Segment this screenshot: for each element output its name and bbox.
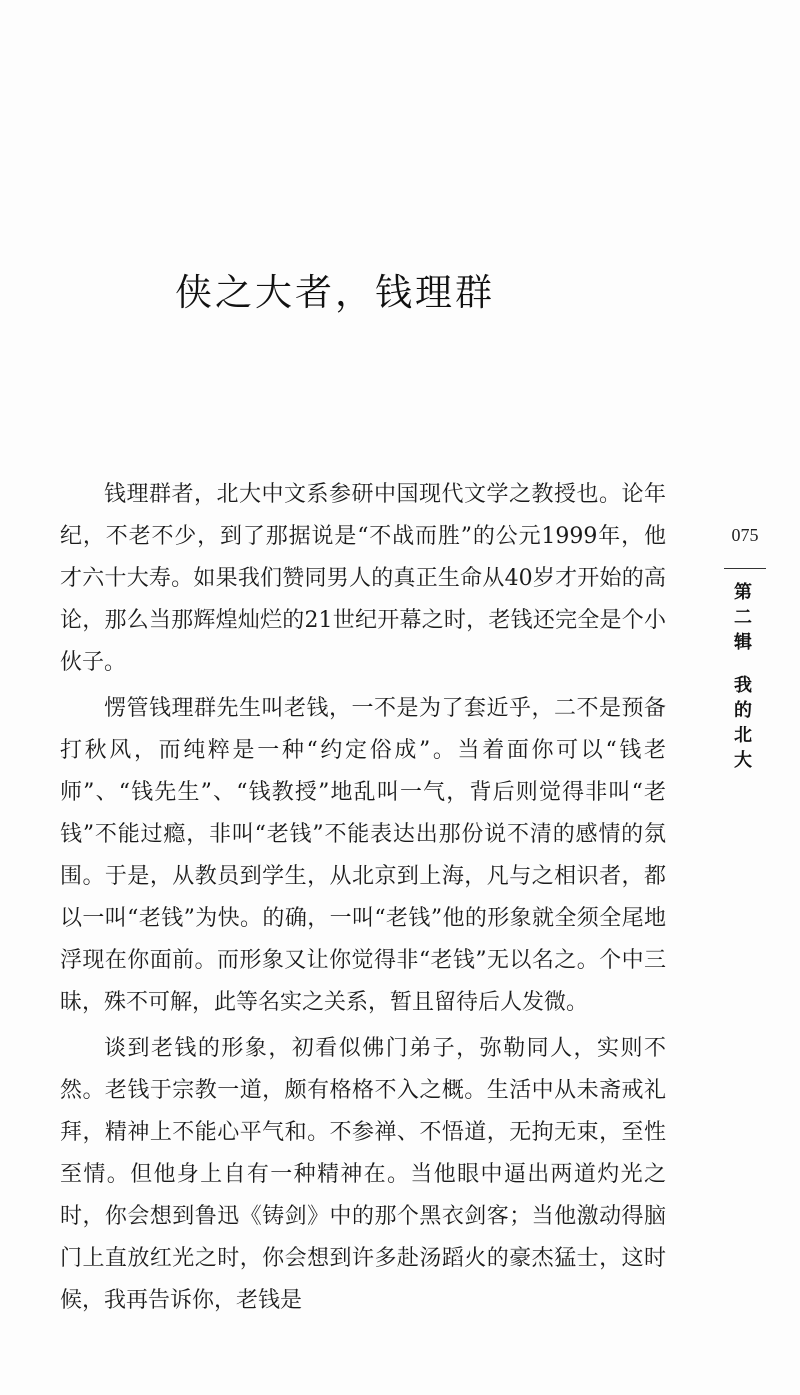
section-char: 的 [734,700,752,721]
section-char: 大 [734,750,752,771]
paragraph: 谈到老钱的形象，初看似佛门弟子，弥勒同人，实则不然。老钱于宗教一道，颇有格格不入之概。生活中从未斋戒礼拜，精神上不能心平气和。不参禅、不悟道，无拘无束，至性至情。但他身上自有一种精神在。当他眼中逼出两道灼光之时，你会想到鲁迅《铸剑》中的那个黑衣剑客；当他激动得脑门上直放红光之时，你会想到许多赴汤蹈火的豪杰猛士，这时候，我再告诉你，老钱是 [60,1036,666,1313]
folio-divider [724,568,766,569]
paragraph: 愣管钱理群先生叫老钱，一不是为了套近乎，二不是预备打秋风，而纯粹是一种“约定俗成”。当着面你可以“钱老师”、“钱先生”、“钱教授”地乱叫一气，背后则觉得非叫“老钱”不能过瘾，非叫“老钱”不能表达出那份说不清的感情的氛围。于是，从教员到学生，从北京到上海，凡与之相识者，都以一叫“老钱”为快。的确，一叫“老钱”他的形象就全须全尾地浮现在你面前。而形象又让你觉得非“老钱”无以名之。个中三昧，殊不可解，此等名实之关系，暂且留待后人发微。 [60,696,666,1015]
section-char: 二 [734,607,752,628]
running-section-label [730,580,756,773]
page-number: 075 [731,525,759,545]
section-char: 北 [734,725,752,746]
section-char: 辑 [734,632,752,653]
section-part [730,580,756,655]
body-text [60,474,666,1326]
section-char: 第 [734,582,752,603]
chapter-title: 侠之大者，钱理群 [175,271,495,314]
paragraph: 钱理群者，北大中文系参研中国现代文学之教授也。论年纪，不老不少，到了那据说是“不战而胜”的公元1999年，他才六十大寿。如果我们赞同男人的真正生命从40岁才开始的高论，那么当那辉煌灿烂的21世纪开幕之时，老钱还完全是个小伙子。 [60,482,666,675]
section-name [730,673,756,773]
section-char: 我 [734,675,752,696]
